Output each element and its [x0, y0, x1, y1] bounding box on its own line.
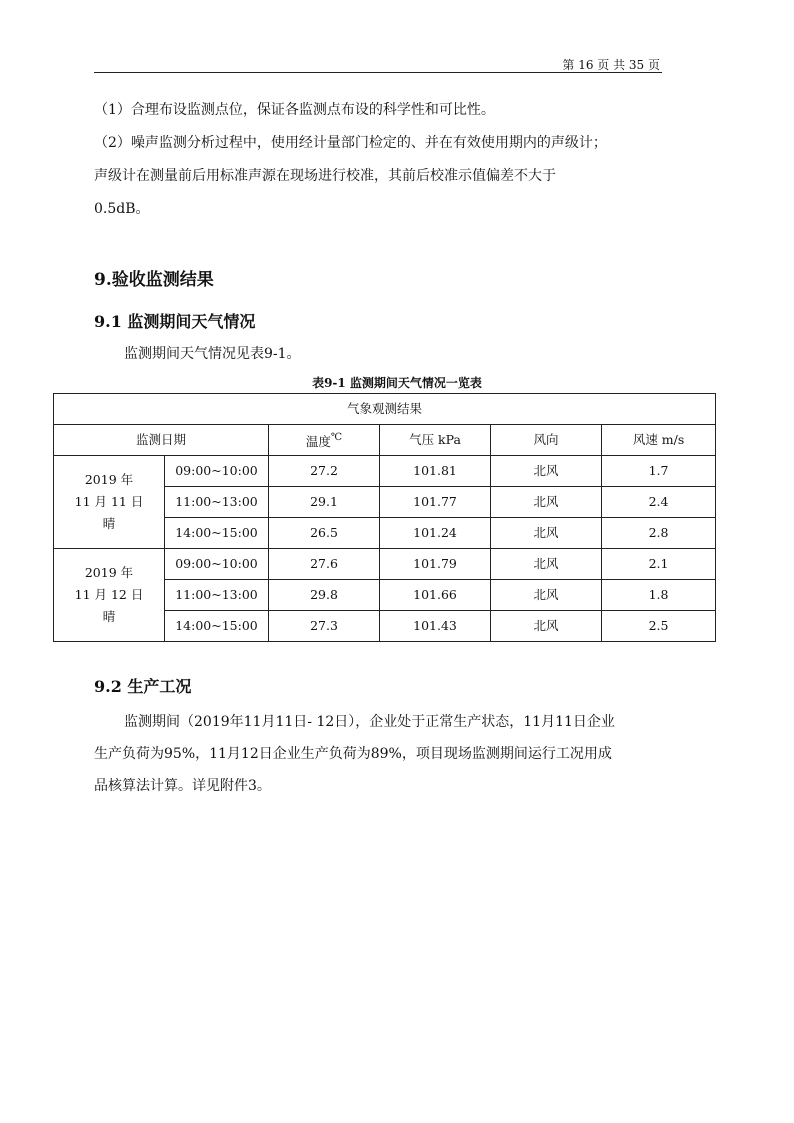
section-9-2-line-2: 生产负荷为95%，11月12日企业生产负荷为89%，项目现场监测期间运行工况用成	[94, 746, 612, 762]
wind-speed-cell: 2.8	[602, 518, 716, 549]
header-wind-speed: 风速 m/s	[602, 425, 716, 456]
intro-item-2-line-2: 声级计在测量前后用标准声源在现场进行校准，其前后校准示值偏差不大于	[94, 168, 556, 184]
pressure-cell: 101.43	[380, 611, 491, 642]
section-9-1-title: 9.1 监测期间天气情况	[94, 312, 256, 331]
section-9-2-title: 9.2 生产工况	[94, 677, 192, 696]
section-9-2-line-3: 品核算法计算。详见附件3。	[94, 778, 271, 794]
wind-dir-cell: 北风	[491, 487, 602, 518]
temp-cell: 29.1	[269, 487, 380, 518]
wind-speed-cell: 2.1	[602, 549, 716, 580]
section-9-1-text: 监测期间天气情况见表9-1。	[124, 346, 301, 362]
header-pressure: 气压 kPa	[380, 425, 491, 456]
wind-speed-cell: 2.4	[602, 487, 716, 518]
intro-item-1: （1）合理布设监测点位，保证各监测点布设的科学性和可比性。	[94, 102, 495, 118]
table-row	[54, 549, 716, 580]
date-cell-day-2	[54, 549, 165, 642]
date-year: 2019 年	[84, 565, 134, 580]
header-temp-label: 温度	[305, 434, 331, 449]
date-day: 11 月 12 日	[74, 587, 144, 602]
date-weather: 晴	[102, 516, 116, 531]
header-temp	[269, 425, 380, 456]
pressure-cell: 101.77	[380, 487, 491, 518]
wind-dir-cell: 北风	[491, 549, 602, 580]
time-cell: 14:00~15:00	[165, 611, 269, 642]
wind-dir-cell: 北风	[491, 518, 602, 549]
temp-cell: 27.2	[269, 456, 380, 487]
wind-speed-cell: 1.8	[602, 580, 716, 611]
page-header	[94, 58, 662, 73]
intro-item-2-line-1: （2）噪声监测分析过程中，使用经计量部门检定的、并在有效使用期内的声级计；	[94, 135, 607, 151]
intro-item-2-line-3: 0.5dB。	[94, 201, 150, 217]
date-cell-day-1	[54, 456, 165, 549]
pressure-cell: 101.79	[380, 549, 491, 580]
weather-table	[53, 393, 716, 642]
table-group-header: 气象观测结果	[54, 394, 716, 425]
table-caption: 表9-1 监测期间天气情况一览表	[312, 376, 482, 390]
date-day: 11 月 11 日	[74, 494, 144, 509]
page-number: 第 16 页 共 35 页	[562, 58, 660, 72]
header-wind-dir: 风向	[491, 425, 602, 456]
wind-speed-cell: 2.5	[602, 611, 716, 642]
time-cell: 14:00~15:00	[165, 518, 269, 549]
wind-speed-cell: 1.7	[602, 456, 716, 487]
temp-cell: 27.6	[269, 549, 380, 580]
table-row	[54, 456, 716, 487]
date-year: 2019 年	[84, 472, 134, 487]
pressure-cell: 101.66	[380, 580, 491, 611]
time-cell: 09:00~10:00	[165, 549, 269, 580]
pressure-cell: 101.24	[380, 518, 491, 549]
temp-cell: 27.3	[269, 611, 380, 642]
wind-dir-cell: 北风	[491, 580, 602, 611]
date-weather: 晴	[102, 609, 116, 624]
header-temp-unit: ℃	[330, 432, 343, 443]
wind-dir-cell: 北风	[491, 611, 602, 642]
time-cell: 09:00~10:00	[165, 456, 269, 487]
time-cell: 11:00~13:00	[165, 580, 269, 611]
header-date: 监测日期	[54, 425, 269, 456]
pressure-cell: 101.81	[380, 456, 491, 487]
time-cell: 11:00~13:00	[165, 487, 269, 518]
wind-dir-cell: 北风	[491, 456, 602, 487]
section-9-2-line-1: 监测期间（2019年11月11日- 12日），企业处于正常生产状态，11月11日企业	[124, 714, 615, 730]
section-9-title: 9.验收监测结果	[94, 270, 214, 290]
temp-cell: 29.8	[269, 580, 380, 611]
temp-cell: 26.5	[269, 518, 380, 549]
